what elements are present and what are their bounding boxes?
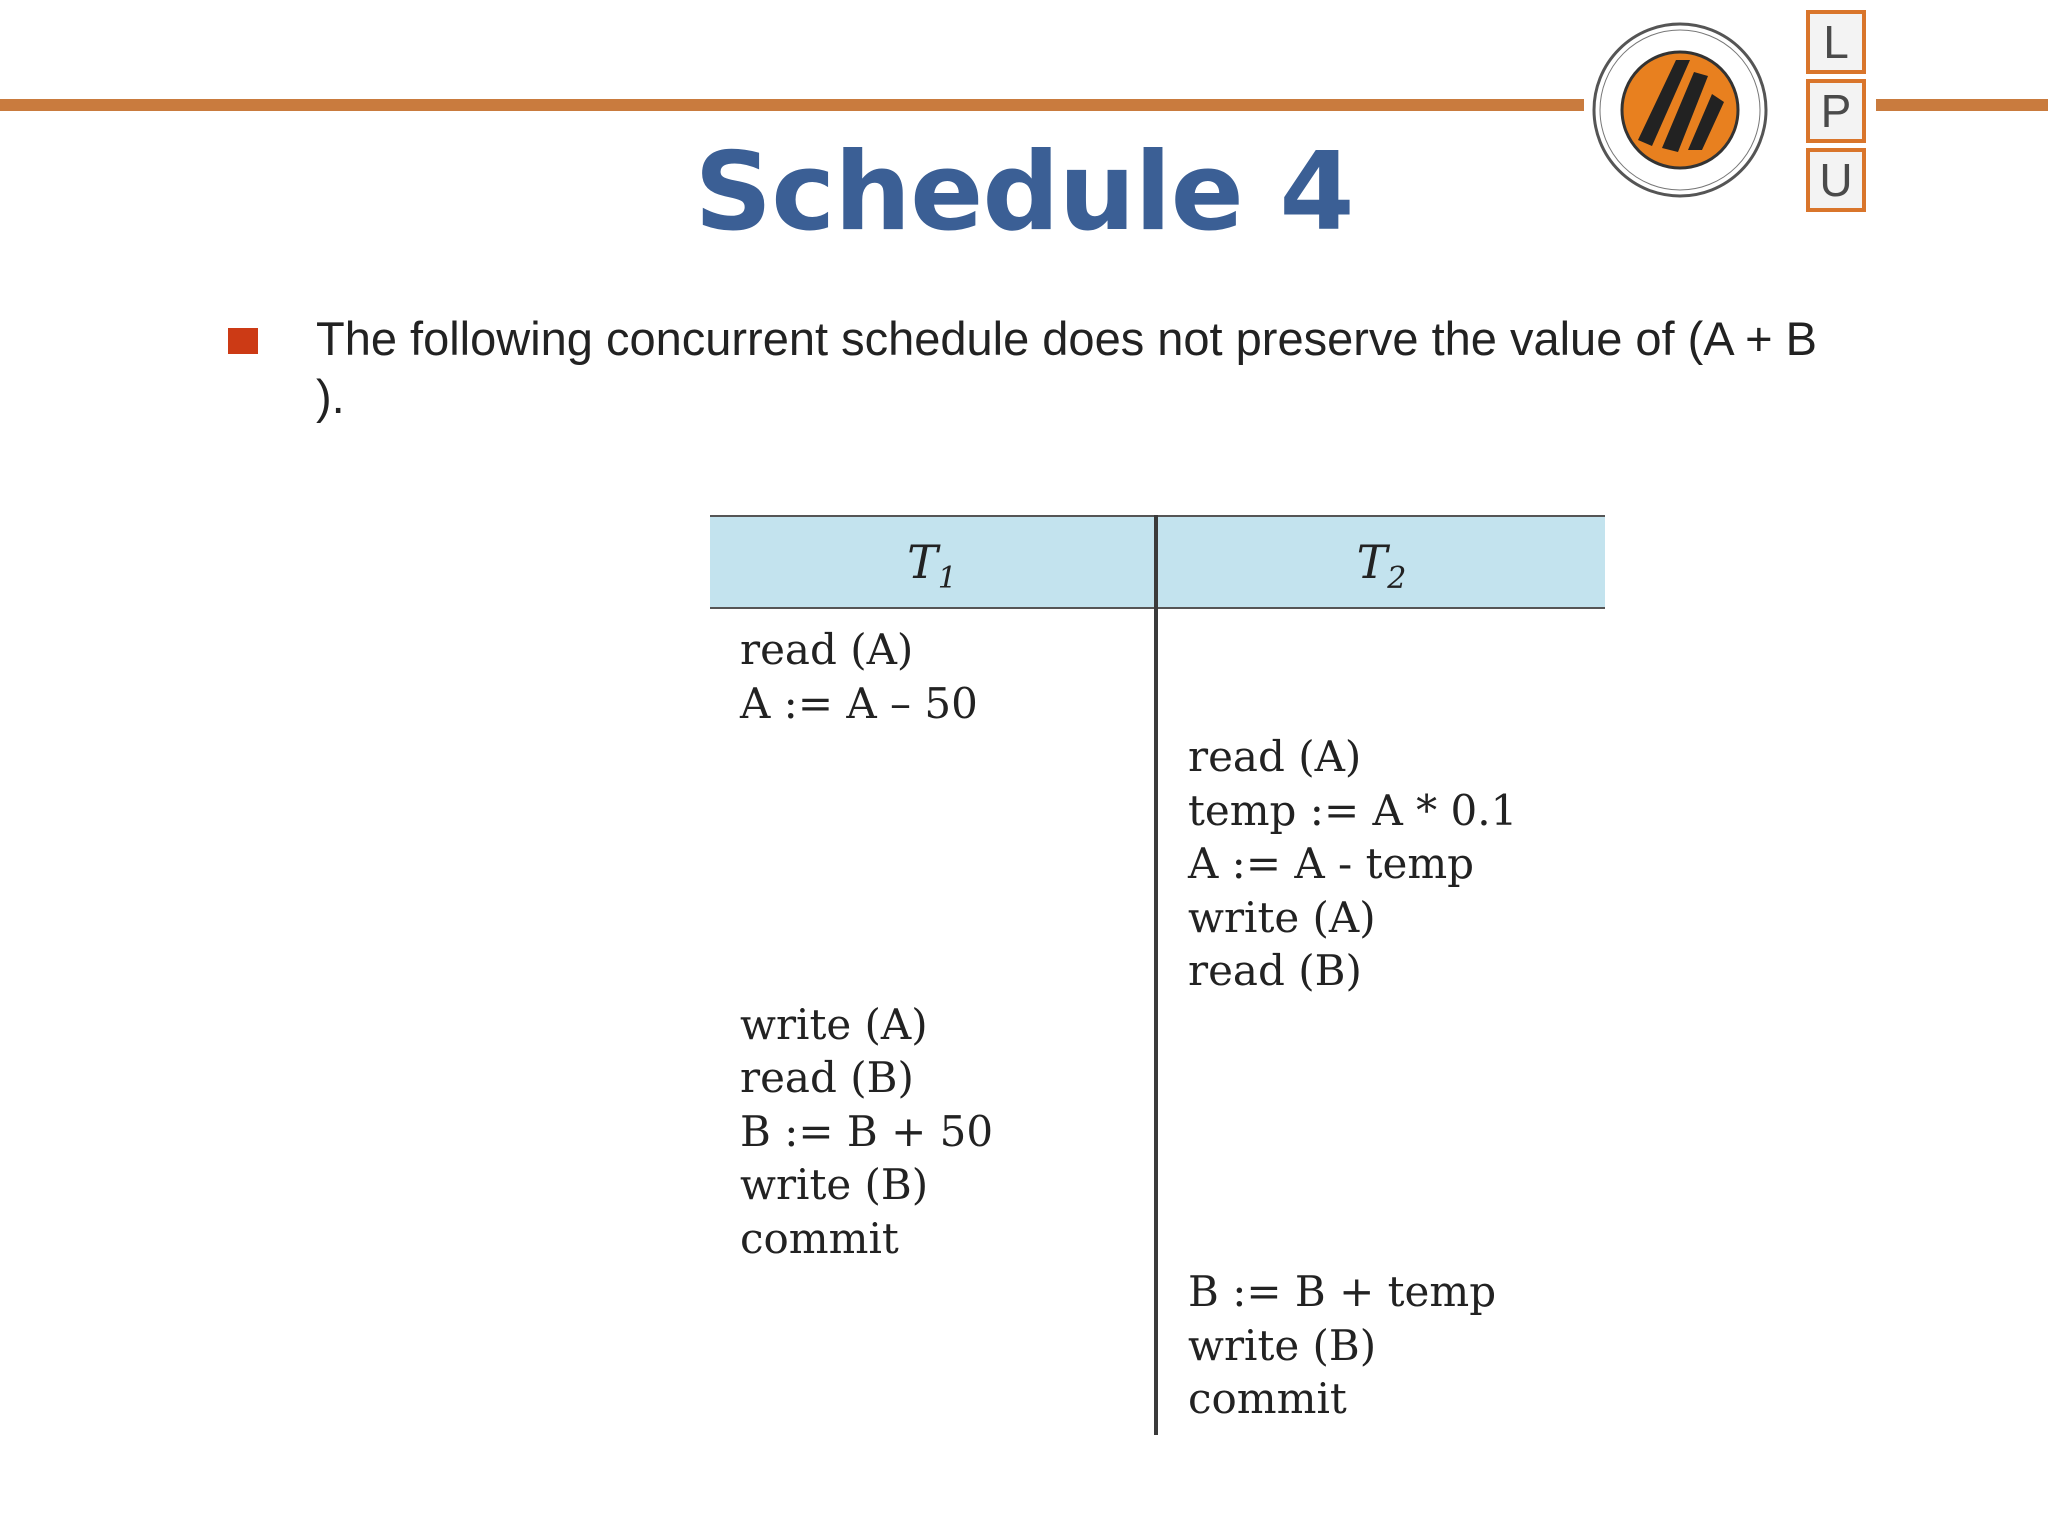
slide-title: Schedule 4	[694, 130, 1354, 255]
logo-letter-p: P	[1806, 79, 1866, 143]
header-t1: $T_1$	[710, 515, 1154, 609]
logo-letter-u: U	[1806, 148, 1866, 212]
column-divider	[1154, 515, 1158, 1435]
schedule-step: read (A)	[1188, 732, 1362, 781]
schedule-step: write (B)	[740, 1160, 929, 1209]
schedule-step: read (B)	[740, 1053, 914, 1102]
schedule-step: commit	[740, 1213, 899, 1263]
schedule-step: B := B + temp	[1188, 1267, 1497, 1316]
schedule-step: read (B)	[1188, 946, 1362, 995]
schedule-step: temp := A * 0.1	[1188, 785, 1518, 835]
schedule-step: commit	[1188, 1374, 1347, 1423]
schedule-step: read (A)	[740, 625, 914, 674]
schedule-step: write (A)	[740, 999, 928, 1049]
header-t2: $T_2$	[1158, 515, 1605, 609]
schedule-table	[710, 515, 1605, 1435]
schedule-step: B := B + 50	[740, 1106, 994, 1156]
schedule-step: A := A - temp	[1188, 839, 1475, 888]
header-rule-right	[1876, 99, 2048, 111]
schedule-step: write (B)	[1188, 1320, 1377, 1370]
header-rule-left	[0, 99, 1584, 111]
schedule-step: write (A)	[1188, 892, 1376, 942]
logo-letter-l: L	[1806, 10, 1866, 74]
bullet-square-icon	[228, 328, 258, 354]
schedule-step: A := A – 50	[740, 678, 978, 728]
bullet-text: The following concurrent schedule does not preserve the value of (A + B ).	[316, 312, 1817, 423]
